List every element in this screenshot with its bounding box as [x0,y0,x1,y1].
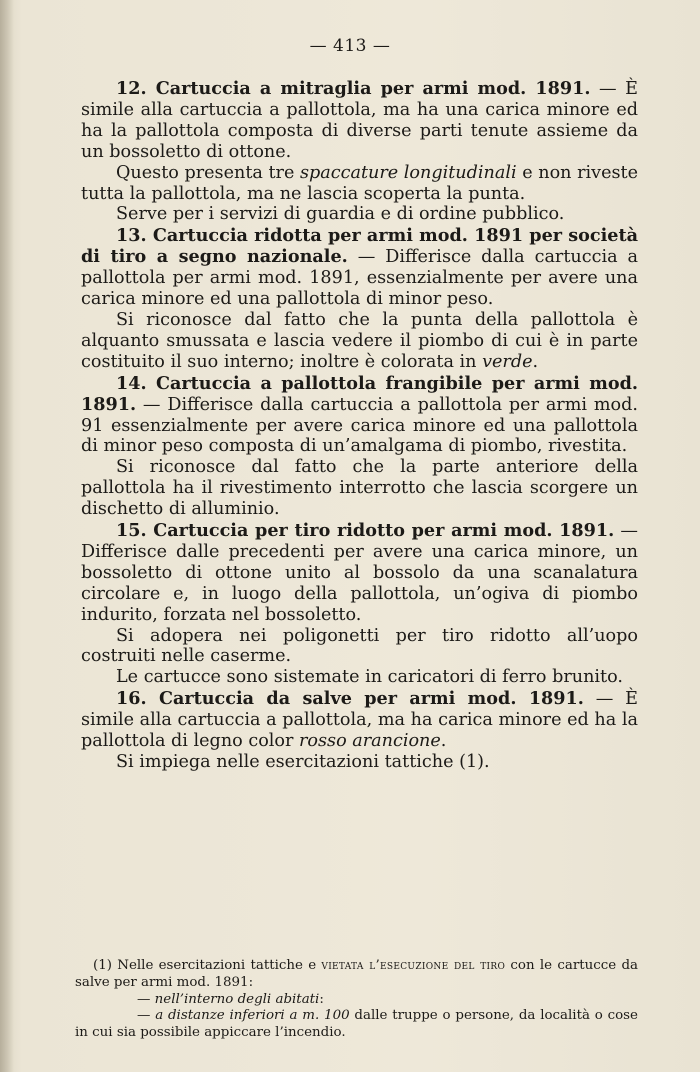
section-3 [81,374,638,520]
page-number: — 413 — [309,36,391,56]
italic-text: spaccature longitudinali [299,162,517,183]
text-run: — Differisce dalla cartuccia a pallottola per armi mod. 1891, essenzialmente per avere una carica minore ed una pallottola di minor peso. [81,247,638,310]
section-4 [81,521,638,688]
section-paragraph [81,752,638,773]
text-run: : [319,991,324,1007]
text-run: . [440,731,447,752]
text-run: — È simile alla cartuccia a pallottola, ma ha una carica minore ed ha la pallottola composta di diverse parti tenute assieme da un bossoletto di ottone. [81,79,638,162]
text-run: Le cartucce sono sistemate in caricatori di ferro brunito. [116,667,623,688]
section-heading: 15. Cartuccia per tiro ridotto per armi mod. 1891. [116,520,615,542]
text-run: — È simile alla cartuccia a pallottola, ma ha carica minore ed ha la pallottola di legno color [81,689,639,752]
section-heading: 13. Cartuccia ridotta per armi mod. 1891 per società di tiro a segno nazionale. [81,225,638,268]
text-run: (1) Nelle esercitazioni tattiche e [93,958,322,973]
italic-text: a distanze inferiori a m. 100 [155,1008,350,1024]
section-paragraph [81,204,638,225]
text-run: — [137,1008,156,1024]
section-1 [81,79,638,225]
text-run: — Differisce dalla cartuccia a pallottola per armi mod. 91 essenzialmente per avere carica minore ed una pallottola di minor peso composta di un’amalgama di piombo, rivestita. [81,394,638,457]
italic-text: verde [482,351,533,372]
section-heading: 12. Cartuccia a mitraglia per armi mod. 1891. [116,78,591,99]
text-run: — [137,991,155,1007]
section-paragraph-lead [81,374,638,458]
footnote-line [75,992,638,1009]
gutter-shadow [0,0,14,1072]
section-paragraph [81,310,638,373]
section-paragraph [81,163,638,205]
section-heading: 14. Cartuccia a pallottola frangibile per armi mod. 1891. [81,372,638,415]
text-run: — Differisce dalle precedenti per avere una carica minore, un bossoletto di ottone unito al bossolo da una scanalatura circolare e, in luogo della pallottola, un’ogiva di piombo indurito, forzata nel bossoletto. [81,521,639,625]
footnote [75,958,638,1042]
section-5 [81,689,638,773]
section-paragraph-lead [81,226,638,310]
text-run: dalle truppe o persone, da località o cose in cui sia possibile appiccare l’incendio. [75,1008,638,1041]
text-run: . [532,351,539,372]
italic-text: rosso arancione [299,731,441,752]
section-paragraph [81,457,638,520]
section-2 [81,226,638,372]
text-run: Questo presenta tre [116,162,300,183]
section-paragraph-lead [81,689,638,752]
text-run: e non riveste tutta la pallottola, ma ne lascia scoperta la punta. [81,162,638,204]
section-heading: 16. Cartuccia da salve per armi mod. 1891. [116,688,584,710]
page-body [81,78,638,773]
text-run: Si impiega nelle esercitazioni tattiche (1). [116,752,490,772]
small-caps-text: vietata l’esecuzione del tiro [321,958,506,973]
italic-text: nell’interno degli abitati [154,991,320,1007]
text-run: Si adopera nei poligonetti per tiro ridotto all’uopo costruiti nelle caserme. [81,625,638,667]
section-paragraph [81,626,638,668]
text-run: Si riconosce dal fatto che la parte anteriore della pallottola ha il rivestimento interrotto che lascia scorgere un dischetto di alluminio. [81,457,638,520]
section-paragraph-lead [81,521,638,626]
text-run: con le cartucce da salve per armi mod. 1891: [75,958,638,990]
footnote-line [75,1008,638,1042]
text-run: Serve per i servizi di guardia e di ordine pubblico. [116,204,565,225]
footnote-line [75,958,638,992]
section-paragraph [81,667,638,688]
section-paragraph-lead [81,79,638,163]
text-run: Si riconosce dal fatto che la punta della pallottola è alquanto smussata e lascia vedere il piombo di cui è in parte costituito il suo interno; inoltre è colorata in [81,309,638,372]
